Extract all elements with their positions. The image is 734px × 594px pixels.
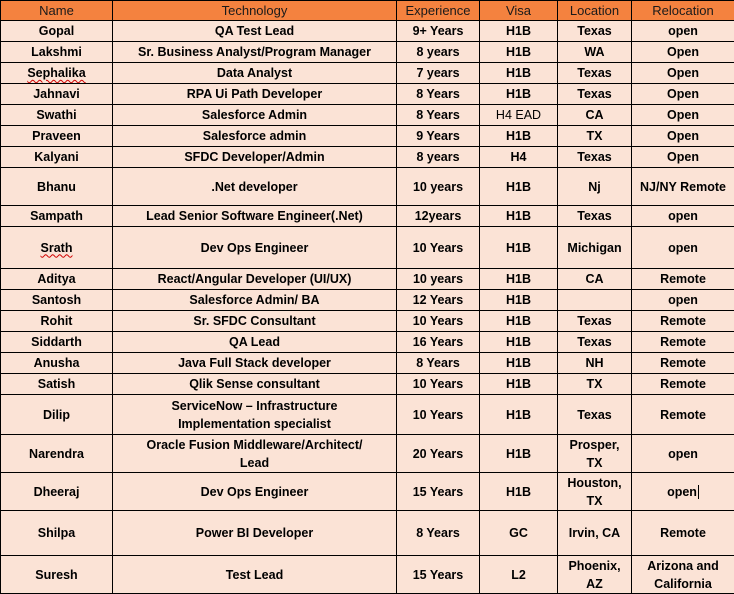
header-relocation: Relocation bbox=[632, 1, 734, 21]
cell-relocation: Remote bbox=[632, 511, 734, 556]
cell-experience: 12 Years bbox=[397, 290, 480, 311]
cell-relocation: Open bbox=[632, 42, 734, 63]
table-row bbox=[1, 311, 734, 332]
cell-name: Santosh bbox=[1, 290, 113, 311]
cell-relocation: open bbox=[632, 21, 734, 42]
cell-experience: 8 years bbox=[397, 42, 480, 63]
cell-experience: 16 Years bbox=[397, 332, 480, 353]
cell-technology: Test Lead bbox=[113, 556, 397, 594]
cell-technology: Salesforce admin bbox=[113, 126, 397, 147]
cell-visa: GC bbox=[480, 511, 558, 556]
cell-technology: RPA Ui Path Developer bbox=[113, 84, 397, 105]
table-row bbox=[1, 332, 734, 353]
cell-technology: ServiceNow – Infrastructure Implementation specialist bbox=[113, 395, 397, 435]
cell-name: Dheeraj bbox=[1, 473, 113, 511]
cell-visa: H1B bbox=[480, 435, 558, 473]
cell-visa: H1B bbox=[480, 332, 558, 353]
cell-location: Texas bbox=[558, 395, 632, 435]
cell-visa: H1B bbox=[480, 168, 558, 206]
table-row bbox=[1, 374, 734, 395]
cell-visa: H1B bbox=[480, 311, 558, 332]
cell-experience: 10 Years bbox=[397, 227, 480, 269]
cell-experience: 9 Years bbox=[397, 126, 480, 147]
cell-location: CA bbox=[558, 105, 632, 126]
table-row bbox=[1, 473, 734, 511]
cell-visa: H1B bbox=[480, 227, 558, 269]
cell-experience: 12years bbox=[397, 206, 480, 227]
cell-technology: Data Analyst bbox=[113, 63, 397, 84]
cell-location: Texas bbox=[558, 311, 632, 332]
cell-relocation: Open bbox=[632, 126, 734, 147]
cell-name: Narendra bbox=[1, 435, 113, 473]
cell-relocation bbox=[632, 473, 734, 511]
table-row bbox=[1, 511, 734, 556]
cell-experience: 9+ Years bbox=[397, 21, 480, 42]
header-technology: Technology bbox=[113, 1, 397, 21]
cell-name: Sampath bbox=[1, 206, 113, 227]
cell-experience: 10 Years bbox=[397, 374, 480, 395]
cell-technology: Java Full Stack developer bbox=[113, 353, 397, 374]
table-row bbox=[1, 269, 734, 290]
cell-relocation: open bbox=[632, 227, 734, 269]
cell-location: Texas bbox=[558, 206, 632, 227]
cell-experience: 15 Years bbox=[397, 556, 480, 594]
cell-location: Texas bbox=[558, 84, 632, 105]
cell-relocation: Remote bbox=[632, 269, 734, 290]
cell-experience: 8 years bbox=[397, 147, 480, 168]
cell-visa: H1B bbox=[480, 126, 558, 147]
cell-experience: 8 Years bbox=[397, 511, 480, 556]
table-row bbox=[1, 227, 734, 269]
header-location: Location bbox=[558, 1, 632, 21]
table-row bbox=[1, 435, 734, 473]
table-row bbox=[1, 395, 734, 435]
table-row bbox=[1, 206, 734, 227]
cell-visa: H1B bbox=[480, 473, 558, 511]
cell-technology: Dev Ops Engineer bbox=[113, 227, 397, 269]
cell-name: Gopal bbox=[1, 21, 113, 42]
cell-technology: Sr. Business Analyst/Program Manager bbox=[113, 42, 397, 63]
cell-technology: Salesforce Admin/ BA bbox=[113, 290, 397, 311]
cell-relocation: open bbox=[632, 206, 734, 227]
header-name: Name bbox=[1, 1, 113, 21]
cell-experience: 10 years bbox=[397, 168, 480, 206]
cell-technology-text: Oracle Fusion Middleware/Architect/ Lead bbox=[146, 438, 362, 470]
cell-name: Dilip bbox=[1, 395, 113, 435]
cell-name: Lakshmi bbox=[1, 42, 113, 63]
cell-experience: 10 Years bbox=[397, 395, 480, 435]
cell-location: TX bbox=[558, 126, 632, 147]
cell-name: Suresh bbox=[1, 556, 113, 594]
cell-visa: H1B bbox=[480, 63, 558, 84]
cell-name: Aditya bbox=[1, 269, 113, 290]
cell-technology: Lead Senior Software Engineer(.Net) bbox=[113, 206, 397, 227]
cell-visa: L2 bbox=[480, 556, 558, 594]
cell-experience: 20 Years bbox=[397, 435, 480, 473]
cell-visa: H4 bbox=[480, 147, 558, 168]
cell-relocation: Open bbox=[632, 147, 734, 168]
cell-name: Shilpa bbox=[1, 511, 113, 556]
cell-experience: 8 Years bbox=[397, 353, 480, 374]
cell-name: Praveen bbox=[1, 126, 113, 147]
cell-name: Bhanu bbox=[1, 168, 113, 206]
cell-location: Texas bbox=[558, 332, 632, 353]
cell-relocation: Remote bbox=[632, 311, 734, 332]
cell-location: Michigan bbox=[558, 227, 632, 269]
cell-visa: H1B bbox=[480, 353, 558, 374]
cell-technology: Salesforce Admin bbox=[113, 105, 397, 126]
table-row bbox=[1, 353, 734, 374]
cell-name: Satish bbox=[1, 374, 113, 395]
header-experience: Experience bbox=[397, 1, 480, 21]
table-row bbox=[1, 63, 734, 84]
cell-location: Houston, TX bbox=[558, 473, 632, 511]
cell-experience: 10 years bbox=[397, 269, 480, 290]
cell-visa: H1B bbox=[480, 21, 558, 42]
cell-technology bbox=[113, 435, 397, 473]
cell-technology: QA Lead bbox=[113, 332, 397, 353]
cell-name: Siddarth bbox=[1, 332, 113, 353]
cell-relocation: Open bbox=[632, 84, 734, 105]
cell-location: Texas bbox=[558, 147, 632, 168]
cell-technology: QA Test Lead bbox=[113, 21, 397, 42]
table-row bbox=[1, 290, 734, 311]
cell-visa: H1B bbox=[480, 269, 558, 290]
cell-location: TX bbox=[558, 374, 632, 395]
cell-technology: Dev Ops Engineer bbox=[113, 473, 397, 511]
cell-experience: 7 years bbox=[397, 63, 480, 84]
cell-name: Swathi bbox=[1, 105, 113, 126]
table-row bbox=[1, 126, 734, 147]
table-row bbox=[1, 42, 734, 63]
cell-name bbox=[1, 63, 113, 84]
cell-experience: 8 Years bbox=[397, 105, 480, 126]
cell-technology: Sr. SFDC Consultant bbox=[113, 311, 397, 332]
cell-visa: H1B bbox=[480, 84, 558, 105]
cell-relocation: Remote bbox=[632, 374, 734, 395]
cell-visa: H1B bbox=[480, 374, 558, 395]
table-row bbox=[1, 168, 734, 206]
cell-visa: H1B bbox=[480, 290, 558, 311]
cell-location bbox=[558, 290, 632, 311]
cell-name: Anusha bbox=[1, 353, 113, 374]
cell-location: Irvin, CA bbox=[558, 511, 632, 556]
cell-name: Rohit bbox=[1, 311, 113, 332]
cell-relocation: open bbox=[632, 290, 734, 311]
cell-location: Prosper, TX bbox=[558, 435, 632, 473]
cell-name: Kalyani bbox=[1, 147, 113, 168]
cell-technology: Qlik Sense consultant bbox=[113, 374, 397, 395]
cell-relocation: Open bbox=[632, 63, 734, 84]
header-visa: Visa bbox=[480, 1, 558, 21]
cell-location: CA bbox=[558, 269, 632, 290]
cell-name: Jahnavi bbox=[1, 84, 113, 105]
cell-experience: 10 Years bbox=[397, 311, 480, 332]
cell-technology: Power BI Developer bbox=[113, 511, 397, 556]
cell-location: Texas bbox=[558, 21, 632, 42]
table-row bbox=[1, 84, 734, 105]
cell-location: NH bbox=[558, 353, 632, 374]
cell-relocation: Open bbox=[632, 105, 734, 126]
cell-relocation: Remote bbox=[632, 395, 734, 435]
cell-relocation: open bbox=[632, 435, 734, 473]
cell-relocation: Remote bbox=[632, 353, 734, 374]
cell-visa: H1B bbox=[480, 395, 558, 435]
table-row bbox=[1, 147, 734, 168]
table-row bbox=[1, 556, 734, 594]
cell-visa: H1B bbox=[480, 42, 558, 63]
cell-relocation: NJ/NY Remote bbox=[632, 168, 734, 206]
cell-technology: SFDC Developer/Admin bbox=[113, 147, 397, 168]
header-row bbox=[1, 1, 734, 21]
table-row bbox=[1, 105, 734, 126]
table-row bbox=[1, 21, 734, 42]
cell-name-text: Srath bbox=[41, 241, 73, 255]
cell-visa: H4 EAD bbox=[480, 105, 558, 126]
cell-experience: 8 Years bbox=[397, 84, 480, 105]
cell-location: Nj bbox=[558, 168, 632, 206]
cell-technology: .Net developer bbox=[113, 168, 397, 206]
cell-location: Texas bbox=[558, 63, 632, 84]
cell-name-text: Sephalika bbox=[27, 66, 85, 80]
cell-relocation: Remote bbox=[632, 332, 734, 353]
cell-experience: 15 Years bbox=[397, 473, 480, 511]
cell-relocation: Arizona and California bbox=[632, 556, 734, 594]
cell-name bbox=[1, 227, 113, 269]
cell-location: Phoenix, AZ bbox=[558, 556, 632, 594]
cell-location: WA bbox=[558, 42, 632, 63]
cell-technology: React/Angular Developer (UI/UX) bbox=[113, 269, 397, 290]
cell-visa: H1B bbox=[480, 206, 558, 227]
cell-relocation-text: open bbox=[667, 485, 699, 499]
